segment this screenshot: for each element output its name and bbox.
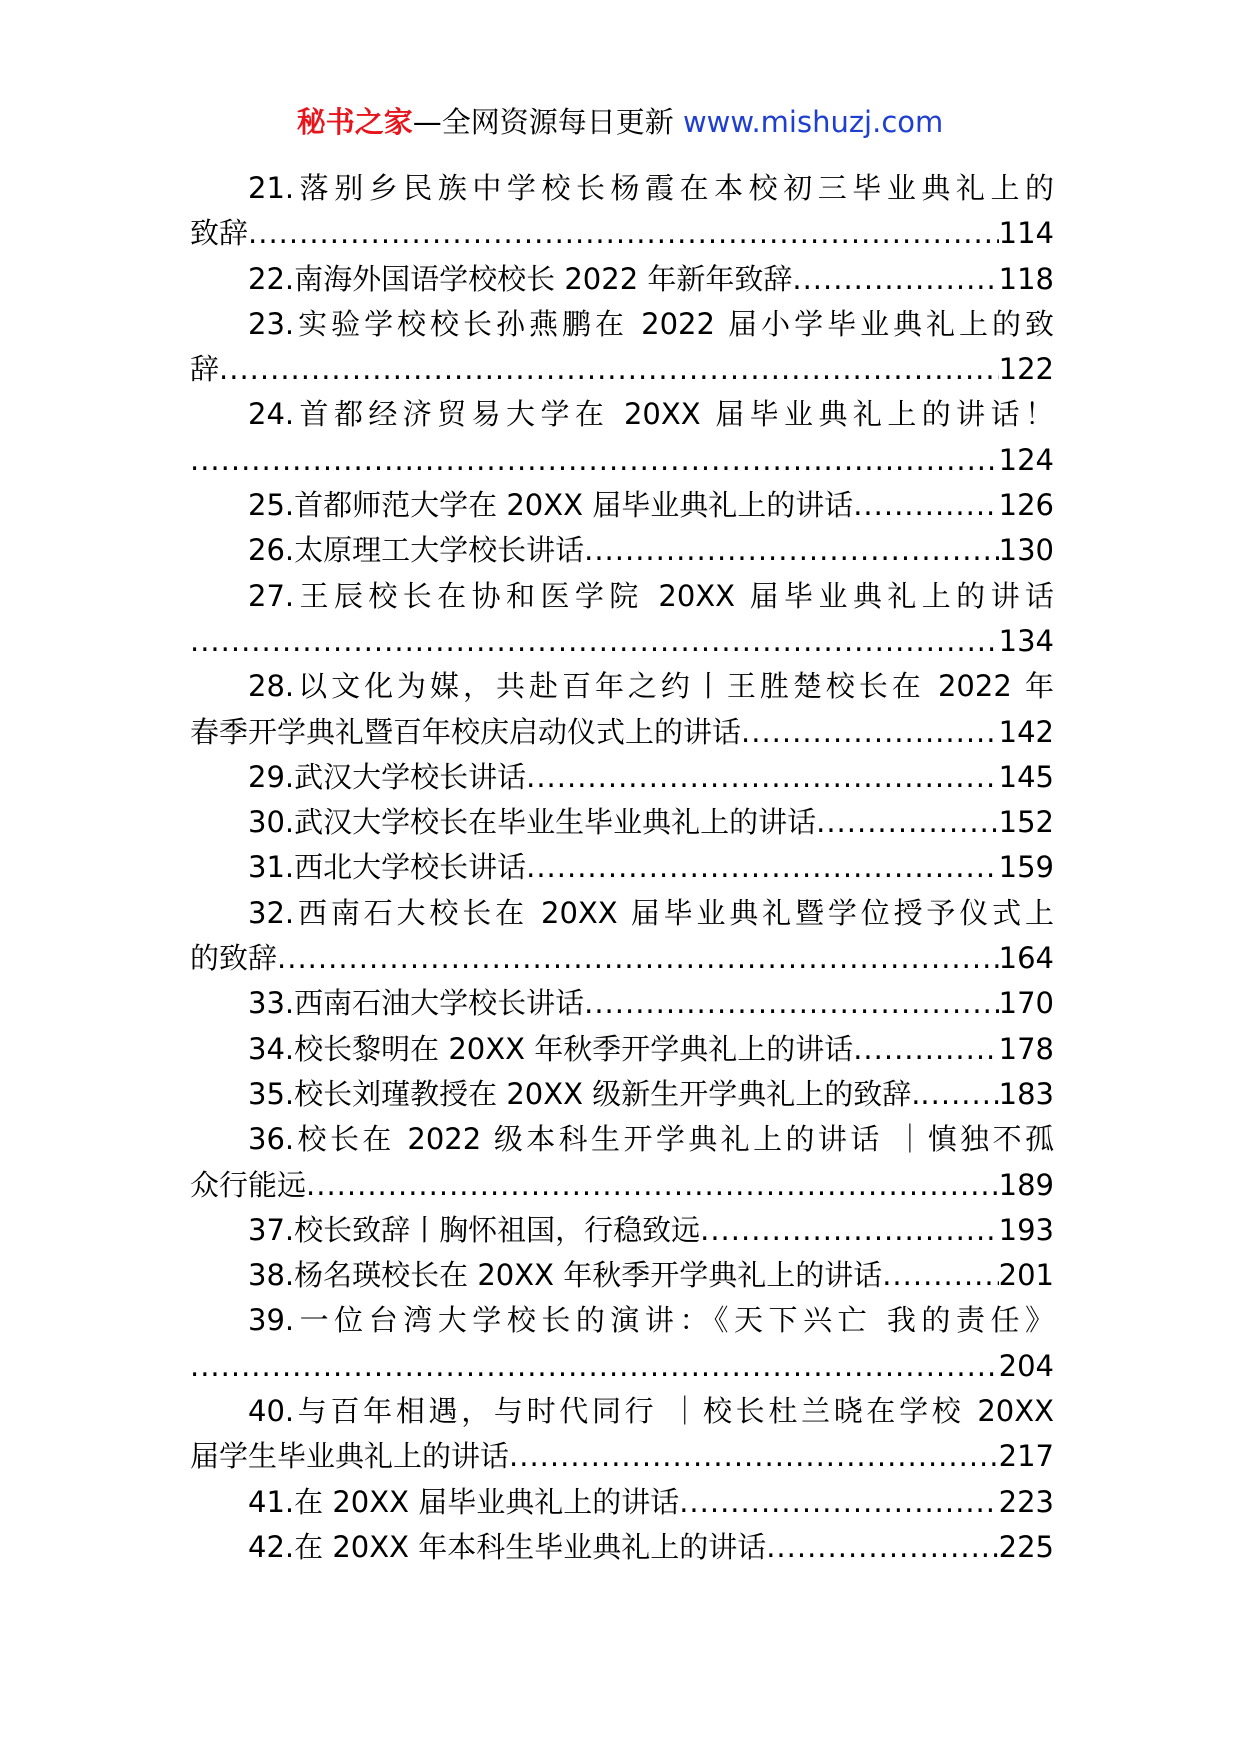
toc-entry-title: 39.一位台湾大学校长的演讲：《天下兴亡 我的责任》 xyxy=(248,1303,1054,1338)
toc-entry-28[interactable] xyxy=(190,664,1054,755)
toc-entry-title-cont: 的致辞 xyxy=(190,941,278,976)
toc-page-number: 225 xyxy=(998,1529,1054,1564)
leader-dots xyxy=(853,483,998,528)
toc-entry-37[interactable] xyxy=(190,1208,1054,1253)
toc-page-number: 189 xyxy=(998,1167,1054,1202)
toc-page-number: 124 xyxy=(998,442,1054,477)
toc-entry-title-cont: 致辞 xyxy=(190,216,249,251)
toc-entry-title-cont: 届学生毕业典礼上的讲话 xyxy=(190,1439,510,1474)
toc-entry-title: 30.武汉大学校长在毕业生毕业典礼上的讲话 xyxy=(248,805,817,840)
leader-dots xyxy=(248,211,999,256)
toc-page-number: 201 xyxy=(998,1258,1054,1293)
header-slogan: —全网资源每日更新 xyxy=(412,105,683,139)
toc-entry-title: 40.与百年相遇，与时代同行 ｜校长杜兰晓在学校 20XX xyxy=(248,1394,1054,1429)
toc-page-number: 145 xyxy=(998,759,1054,794)
toc-page-number: 204 xyxy=(998,1348,1054,1383)
toc-entry-title-cont: 春季开学典礼暨百年校庆启动仪式上的讲话 xyxy=(190,714,742,749)
header-url[interactable]: www.mishuzj.com xyxy=(682,105,944,139)
leader-dots xyxy=(679,1480,998,1525)
table-of-contents xyxy=(190,166,1054,1570)
toc-entry-31[interactable] xyxy=(190,845,1054,890)
brand-name: 秘书之家 xyxy=(296,105,413,139)
toc-page-number: 114 xyxy=(998,216,1054,251)
toc-page-number: 118 xyxy=(998,261,1054,296)
leader-dots xyxy=(190,1344,999,1389)
toc-page-number: 134 xyxy=(998,623,1054,658)
toc-page-number: 193 xyxy=(998,1212,1054,1247)
leader-dots xyxy=(853,1027,998,1072)
toc-page-number: 152 xyxy=(998,805,1054,840)
toc-page-number: 122 xyxy=(998,352,1054,387)
leader-dots xyxy=(526,845,999,890)
toc-entry-title: 28.以文化为媒，共赴百年之约丨王胜楚校长在 2022 年 xyxy=(248,669,1054,704)
toc-entry-24[interactable] xyxy=(190,392,1054,483)
toc-entry-title-cont: 辞 xyxy=(190,352,220,387)
leader-dots xyxy=(584,528,999,573)
leader-dots xyxy=(277,936,999,981)
toc-entry-32[interactable] xyxy=(190,891,1054,982)
leader-dots xyxy=(882,1253,998,1298)
toc-entry-title: 25.首都师范大学在 20XX 届毕业典礼上的讲话 xyxy=(248,488,854,523)
toc-entry-title: 29.武汉大学校长讲话 xyxy=(248,759,527,794)
toc-page-number: 130 xyxy=(998,533,1054,568)
toc-page-number: 159 xyxy=(998,850,1054,885)
toc-entry-title: 26.太原理工大学校长讲话 xyxy=(248,533,585,568)
toc-entry-40[interactable] xyxy=(190,1389,1054,1480)
toc-entry-41[interactable] xyxy=(190,1480,1054,1525)
leader-dots xyxy=(816,800,999,845)
toc-entry-title: 32.西南石大校长在 20XX 届毕业典礼暨学位授予仪式上 xyxy=(248,895,1054,930)
leader-dots xyxy=(306,1163,999,1208)
toc-entry-title: 41.在 20XX 届毕业典礼上的讲话 xyxy=(248,1484,680,1519)
toc-page-number: 183 xyxy=(998,1076,1054,1111)
toc-entry-36[interactable] xyxy=(190,1117,1054,1208)
toc-entry-35[interactable] xyxy=(190,1072,1054,1117)
toc-page-number: 170 xyxy=(998,986,1054,1021)
toc-entry-29[interactable] xyxy=(190,755,1054,800)
toc-entry-39[interactable] xyxy=(190,1298,1054,1389)
leader-dots xyxy=(920,1072,998,1117)
toc-page-number: 142 xyxy=(998,714,1054,749)
leader-dots xyxy=(190,438,999,483)
toc-entry-title: 33.西南石油大学校长讲话 xyxy=(248,986,585,1021)
toc-entry-23[interactable] xyxy=(190,302,1054,393)
toc-entry-title: 37.校长致辞丨胸怀祖国，行稳致远 xyxy=(248,1212,701,1247)
toc-entry-27[interactable] xyxy=(190,574,1054,665)
leader-dots xyxy=(509,1434,999,1479)
toc-entry-title-cont: 众行能远 xyxy=(190,1167,307,1202)
leader-dots xyxy=(526,755,999,800)
toc-entry-22[interactable] xyxy=(190,257,1054,302)
toc-entry-title: 35.校长刘瑾教授在 20XX 级新生开学典礼上的致辞. xyxy=(248,1076,921,1111)
toc-entry-42[interactable] xyxy=(190,1525,1054,1570)
toc-entry-30[interactable] xyxy=(190,800,1054,845)
toc-entry-title: 31.西北大学校长讲话 xyxy=(248,850,527,885)
leader-dots xyxy=(741,710,999,755)
toc-entry-38[interactable] xyxy=(190,1253,1054,1298)
leader-dots xyxy=(584,981,999,1026)
toc-page-number: 217 xyxy=(998,1439,1054,1474)
toc-entry-title: 36.校长在 2022 级本科生开学典礼上的讲话 ｜慎独不孤 xyxy=(248,1122,1054,1157)
toc-entry-title: 23.实验学校校长孙燕鹏在 2022 届小学毕业典礼上的致 xyxy=(248,306,1054,341)
leader-dots xyxy=(700,1208,999,1253)
leader-dots xyxy=(766,1525,998,1570)
toc-entry-title: 34.校长黎明在 20XX 年秋季开学典礼上的讲话 xyxy=(248,1031,854,1066)
toc-page-number: 223 xyxy=(998,1484,1054,1519)
toc-entry-title: 27.王辰校长在协和医学院 20XX 届毕业典礼上的讲话 xyxy=(248,578,1054,613)
toc-page-number: 164 xyxy=(998,941,1054,976)
toc-entry-25[interactable] xyxy=(190,483,1054,528)
toc-entry-title: 21.落别乡民族中学校长杨霞在本校初三毕业典礼上的 xyxy=(248,171,1054,205)
leader-dots xyxy=(190,619,999,664)
toc-entry-26[interactable] xyxy=(190,528,1054,573)
leader-dots xyxy=(219,347,999,392)
toc-entry-title: 22.南海外国语学校校长 2022 年新年致辞 xyxy=(248,261,793,296)
toc-entry-33[interactable] xyxy=(190,981,1054,1026)
leader-dots xyxy=(792,257,998,302)
toc-entry-21[interactable] xyxy=(190,166,1054,257)
toc-page-number: 178 xyxy=(998,1031,1054,1066)
toc-entry-title: 42.在 20XX 年本科生毕业典礼上的讲话 xyxy=(248,1529,767,1564)
toc-entry-title: 24.首都经济贸易大学在 20XX 届毕业典礼上的讲话！ xyxy=(248,397,1054,432)
page-header xyxy=(0,100,1240,144)
toc-entry-title: 38.杨名瑛校长在 20XX 年秋季开学典礼上的讲话 xyxy=(248,1258,883,1293)
toc-page-number: 126 xyxy=(998,488,1054,523)
toc-entry-34[interactable] xyxy=(190,1027,1054,1072)
